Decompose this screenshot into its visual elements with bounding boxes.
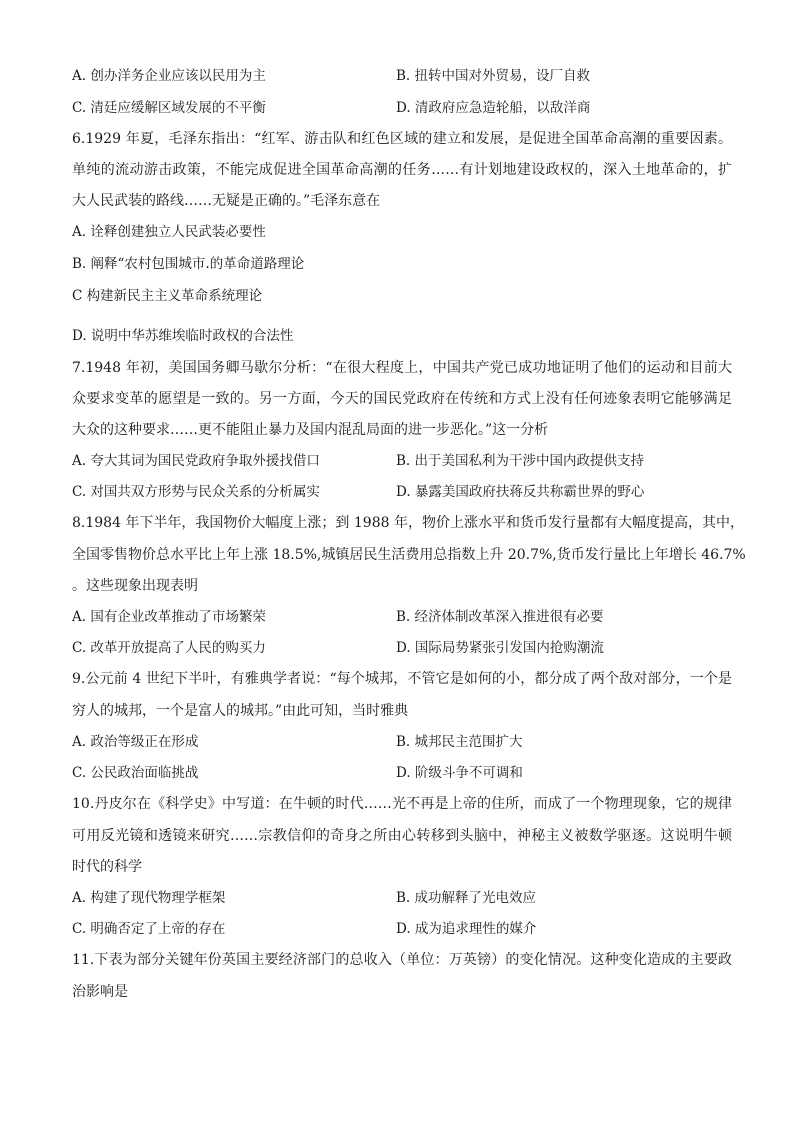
q6-stem-line-1: 6.1929 年夏，毛泽东指出：“红军、游击队和红色区域的建立和发展，是促进全国革命高潮的重要因素。: [72, 131, 732, 147]
q9-option-c: C. 公民政治面临挑战: [72, 765, 199, 781]
q5-option-a: A. 创办洋务企业应该以民用为主: [72, 68, 266, 84]
q8-option-c: C. 改革开放提高了人民的购买力: [72, 640, 266, 656]
q10-stem-line-3: 时代的科学: [72, 859, 142, 875]
q10-option-b: B. 成功解释了光电效应: [396, 890, 537, 906]
q8-stem-line-2: 全国零售物价总水平比上年上涨 18.5%,城镇居民生活费用总指数上升 20.7%,货币发行量比上年增长 46.7%: [72, 547, 746, 563]
q6-stem-line-2: 单纯的流动游击政策，不能完成促进全国革命高潮的任务……有计划地建设政权的，深入土地革命的，扩: [72, 162, 732, 178]
q6-stem-line-3: 大人民武装的路线……无疑是正确的。”毛泽东意在: [72, 193, 381, 209]
q10-option-a: A. 构建了现代物理学框架: [72, 890, 226, 906]
q7-stem-line-2: 众要求变革的愿望是一致的。另一方面，今天的国民党政府在传统和方式上没有任何迹象表明它能够满足: [72, 391, 732, 407]
q7-stem-line-1: 7.1948 年初，美国国务卿马歇尔分析：“在很大程度上，中国共产党已成功地证明了他们的运动和目前大: [72, 360, 732, 376]
q10-option-c: C. 明确否定了上帝的存在: [72, 921, 226, 937]
q10-stem-line-1: 10.丹皮尔在《科学史》中写道：在牛顿的时代……光不再是上帝的住所，而成了一个物理现象，它的规律: [72, 796, 732, 812]
q9-stem-line-1: 9.公元前 4 世纪下半叶，有雅典学者说：“每个城邦，不管它是如何的小，都分成了两个敌对部分，一个是: [72, 671, 732, 687]
q9-option-a: A. 政治等级正在形成: [72, 734, 199, 750]
q10-stem-line-2: 可用反光镜和透镜来研究……宗教信仰的奇身之所由心转移到头脑中，神秘主义被数学驱逐。这说明牛顿: [72, 828, 732, 844]
q7-option-c: C. 对国共双方形势与民众关系的分析属实: [72, 484, 320, 500]
q9-option-d: D. 阶级斗争不可调和: [396, 765, 523, 781]
q7-option-d: D. 暴露美国政府扶蒋反共称霸世界的野心: [396, 484, 645, 500]
q10-option-d: D. 成为追求理性的媒介: [396, 921, 537, 937]
q6-option-a: A. 诠释创建独立人民武装必要性: [72, 224, 266, 240]
q6-option-d: D. 说明中华苏维埃临时政权的合法性: [72, 328, 294, 344]
q8-stem-line-3: 。这些现象出现表明: [72, 578, 198, 594]
q7-option-a: A. 夸大其词为国民党政府争取外援找借口: [72, 453, 320, 469]
q8-option-a: A. 国有企业改革推动了市场繁荣: [72, 609, 266, 625]
q8-option-b: B. 经济体制改革深入推进很有必要: [396, 609, 604, 625]
q6-option-b: B. 阐释“农村包围城市.的革命道路理论: [72, 256, 305, 272]
q5-option-b: B. 扭转中国对外贸易，设厂自救: [396, 68, 591, 84]
q6-option-c: C 构建新民主主义革命系统理论: [72, 288, 263, 304]
q5-option-c: C. 清廷应缓解区域发展的不平衡: [72, 100, 266, 116]
q11-stem-line-2: 治影响是: [72, 984, 128, 1000]
q7-option-b: B. 出于美国私利为干涉中国内政提供支持: [396, 453, 645, 469]
q9-stem-line-2: 穷人的城邦，一个是富人的城邦。”由此可知，当时雅典: [72, 703, 409, 719]
q5-option-d: D. 清政府应急造轮船，以敌洋商: [396, 100, 591, 116]
q8-stem-line-1: 8.1984 年下半年，我国物价大幅度上涨；到 1988 年，物价上涨水平和货币发行量都有大幅度提高，其中，: [72, 515, 744, 531]
q7-stem-line-3: 大众的这种要求……更不能阻止暴力及国内混乱局面的进一步恶化。”这一分析: [72, 422, 549, 438]
q8-option-d: D. 国际局势紧张引发国内抢购潮流: [396, 640, 604, 656]
q11-stem-line-1: 11.下表为部分关键年份英国主要经济部门的总收入（单位：万英镑）的变化情况。这种变化造成的主要政: [72, 952, 732, 968]
q9-option-b: B. 城邦民主范围扩大: [396, 734, 523, 750]
